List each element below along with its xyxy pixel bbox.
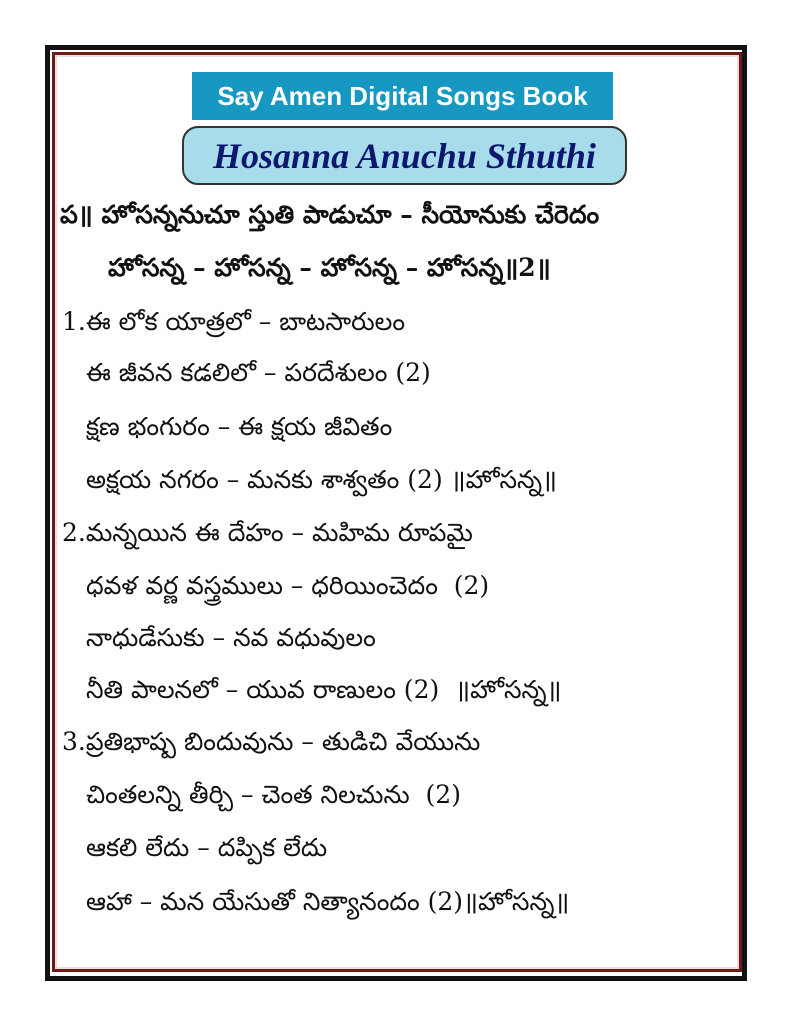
verse-line: 1.ఈ లోక యాత్రలో – బాటసారులం — [62, 307, 405, 336]
chorus-line: హోసన్న – హోసన్న – హోసన్న – హోసన్న॥2॥ — [108, 253, 551, 282]
song-title: Hosanna Anuchu Sthuthi — [182, 126, 627, 185]
verse-line: నాధుడేసుకు – నవ వధువులం — [86, 623, 376, 652]
verse-line: ధవళ వర్ణ వస్త్రములు – ధరియించెదం (2) — [86, 571, 490, 600]
verse-line: క్షణ భంగురం – ఈ క్షయ జీవితం — [86, 412, 393, 441]
verse-line: 2.మన్నయిన ఈ దేహం – మహిమ రూపమై — [62, 518, 473, 547]
verse-line: అక్షయ నగరం – మనకు శాశ్వతం (2) ॥హోసన్న॥ — [86, 465, 557, 494]
verse-line: ఆహా – మన యేసుతో నిత్యానందం (2)॥హోసన్న॥ — [86, 887, 570, 916]
verse-line: 3.ప్రతిభాష్ప బిందువును – తుడిచి వేయును — [62, 727, 481, 756]
verse-line: నీతి పాలనలో – యువ రాణులం (2) ॥హోసన్న॥ — [86, 675, 562, 704]
chorus-line: ప॥ హోసన్ననుచూ స్తుతి పాడుచూ – సీయోనుకు చేరెదం — [60, 200, 600, 229]
verse-line: ఆకలి లేదు – దప్పిక లేదు — [86, 833, 328, 862]
verse-line: ఈ జీవన కడలిలో – పరదేశులం (2) — [86, 358, 431, 387]
verse-line: చింతలన్ని తీర్చి – చెంత నిలచును (2) — [86, 780, 461, 809]
songbook-banner: Say Amen Digital Songs Book — [192, 72, 613, 120]
